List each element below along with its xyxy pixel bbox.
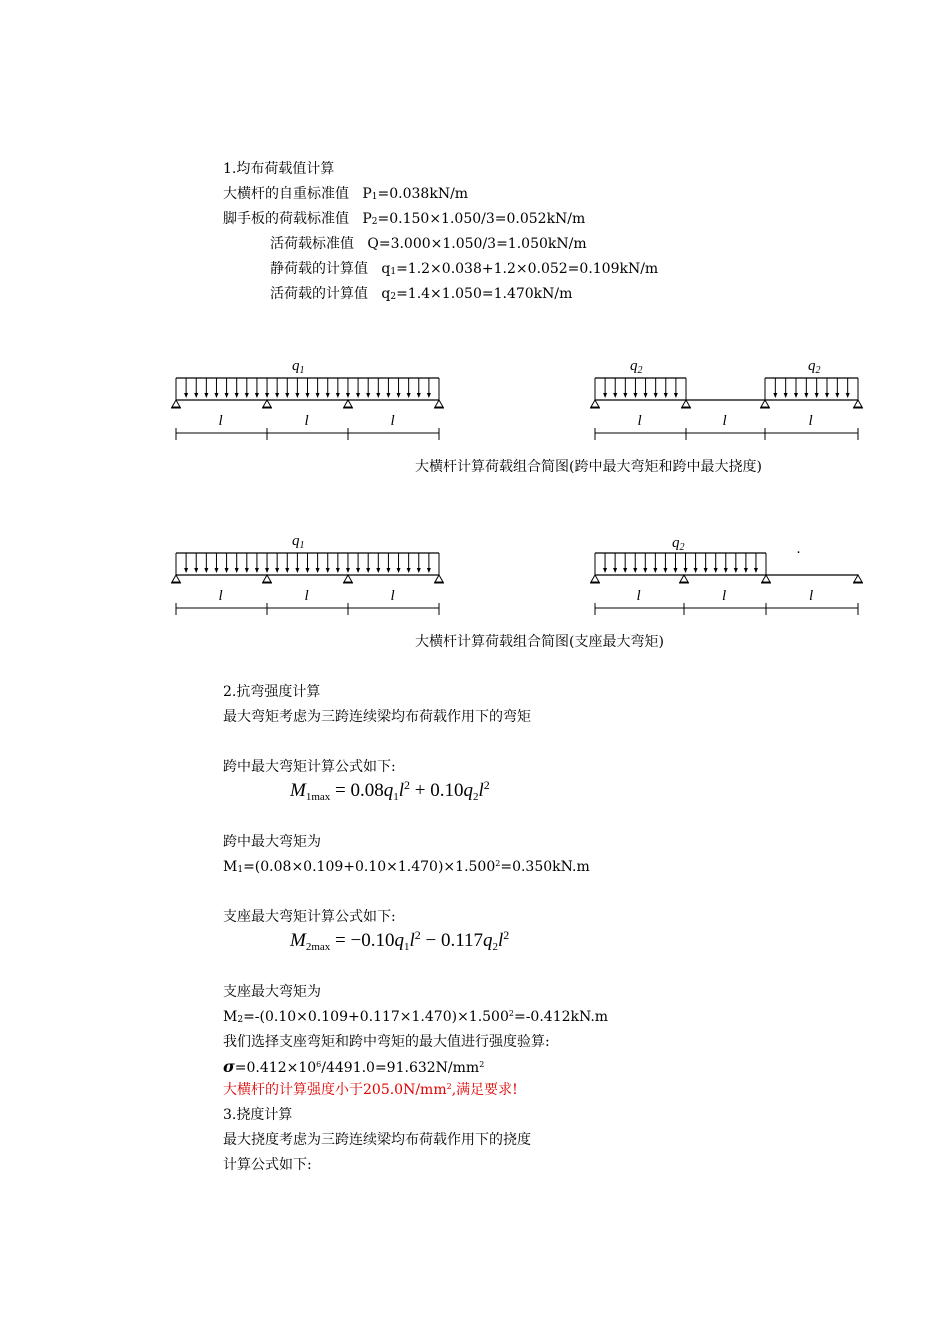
load-arrow-head [663, 568, 667, 573]
span-label: l [809, 588, 814, 604]
load-arrow-head [285, 568, 289, 573]
diagram-caption-2: 大横杆计算荷载组合简图(支座最大弯矩) [415, 634, 664, 650]
support-triangle [682, 400, 690, 407]
load-arrow-head [356, 568, 360, 573]
support-triangle [762, 575, 770, 582]
load-arrow-head [623, 568, 627, 573]
support-triangle [344, 400, 352, 407]
section3-formula-title: 计算公式如下: [223, 1157, 312, 1173]
load-arrow-head [846, 393, 850, 398]
load-arrow-head [835, 393, 839, 398]
m2-result: $M_2=-(0.10\times 0.109+0.117\times 1.470)\times 1.500^2=-0.412kN.m$ [223, 1009, 609, 1025]
p2-label: 脚手板的荷载标准值 [223, 211, 349, 227]
span-label: l [390, 588, 395, 604]
load-arrow-head [386, 568, 390, 573]
formula-m1max: $M_{1max} = 0.08q_1l^2 + 0.10q_2l^2$ [290, 778, 490, 803]
span-label: l [808, 413, 813, 429]
load-arrow-head [613, 568, 617, 573]
load-arrow-head [386, 393, 390, 398]
p1-expr: 0.038kN/m [389, 186, 469, 202]
support-triangle [435, 400, 443, 407]
mid-result-title: 跨中最大弯矩为 [223, 834, 321, 850]
load-arrow-head [295, 568, 299, 573]
load-arrow-head [265, 568, 269, 573]
beam-diagram-mid-q2 [580, 350, 880, 445]
support-triangle [263, 400, 271, 407]
load-arrow-head [734, 568, 738, 573]
span-label: l [637, 413, 642, 429]
q2-expr: 1.4×1.050=1.470kN/m [407, 286, 573, 302]
span-label: l [722, 588, 727, 604]
span-label: l [636, 588, 641, 604]
load-arrow-head [623, 393, 627, 398]
q1-line: 静荷载的计算值 $q_1=1.2\times 0.038+1.2\times 0.052=0.109kN/m$ [270, 261, 659, 277]
mid-formula-title: 跨中最大弯矩计算公式如下: [223, 759, 396, 775]
load-arrow-head [295, 393, 299, 398]
beam-diagram-support-q2 [580, 525, 880, 620]
load-arrow-head [316, 568, 320, 573]
load-arrow-head [633, 568, 637, 573]
load-arrow-head [275, 393, 279, 398]
load-arrow-head [235, 393, 239, 398]
load-arrow-head [603, 568, 607, 573]
support-triangle [435, 575, 443, 582]
q1-expr: 1.2×0.038+1.2×0.052=0.109kN/m [407, 261, 659, 277]
load-arrow-head [306, 393, 310, 398]
load-label: $q_2$ [672, 535, 685, 553]
p2-line: 脚手板的荷载标准值 $P_2=0.150\times 1.050/3=0.052kN/m$ [223, 211, 586, 227]
load-arrow-head [265, 393, 269, 398]
load-arrow-head [194, 568, 198, 573]
load-arrow-head [184, 393, 188, 398]
sup-result-title: 支座最大弯矩为 [223, 984, 321, 1000]
load-arrow-head [427, 568, 431, 573]
load-arrow-head [427, 393, 431, 398]
load-arrow-head [644, 393, 648, 398]
load-arrow-head [326, 568, 330, 573]
support-triangle [854, 400, 862, 407]
section3-heading: 3.挠度计算 [223, 1107, 293, 1123]
diagram-caption-1: 大横杆计算荷载组合简图(跨中最大弯矩和跨中最大挠度) [415, 459, 762, 475]
p1-line: 大横杆的自重标准值 $P_1=0.038kN/m$ [223, 186, 469, 202]
support-triangle [854, 575, 862, 582]
load-arrow-head [724, 568, 728, 573]
load-arrow-head [603, 393, 607, 398]
q1-label: 静荷载的计算值 [270, 261, 368, 277]
span-label: l [218, 588, 223, 604]
load-label: $q_2$ [808, 358, 821, 376]
load-arrow-head [275, 568, 279, 573]
load-arrow-head [285, 393, 289, 398]
load-arrow-head [346, 393, 350, 398]
load-arrow-head [326, 393, 330, 398]
load-arrow-head [825, 393, 829, 398]
load-arrow-head [214, 568, 218, 573]
load-arrow-head [366, 393, 370, 398]
load-arrow-head [225, 568, 229, 573]
load-arrow-head [804, 393, 808, 398]
q-label: 活荷载标准值 [270, 236, 354, 252]
load-arrow-head [815, 393, 819, 398]
load-arrow-head [306, 568, 310, 573]
p1-label: 大横杆的自重标准值 [223, 186, 349, 202]
q2-line: 活荷载的计算值 $q_2=1.4\times 1.050=1.470kN/m$ [270, 286, 573, 302]
support-triangle [761, 400, 769, 407]
span-label: l [218, 413, 223, 429]
load-arrow-head [653, 568, 657, 573]
load-arrow-head [214, 393, 218, 398]
support-triangle [172, 400, 180, 407]
support-triangle [680, 575, 688, 582]
support-triangle [263, 575, 271, 582]
support-triangle [591, 400, 599, 407]
load-arrow-head [204, 568, 208, 573]
choose-text: 我们选择支座弯矩和跨中弯矩的最大值进行强度验算: [223, 1034, 550, 1050]
load-arrow-head [417, 568, 421, 573]
load-arrow-head [784, 393, 788, 398]
load-arrow-head [694, 568, 698, 573]
load-arrow-head [654, 393, 658, 398]
sigma-result: $\sigma=0.412\times 10^6/4491.0=91.632N/mm^2$ [223, 1057, 485, 1076]
q-line [270, 235, 587, 253]
support-triangle [591, 575, 599, 582]
load-arrow-head [704, 568, 708, 573]
load-arrow-head [204, 393, 208, 398]
m1-result: $M_1=(0.08\times 0.109+0.10\times 1.470)\times 1.500^2=0.350kN.m$ [223, 859, 590, 875]
load-arrow-head [194, 393, 198, 398]
load-arrow-head [674, 393, 678, 398]
support-triangle [172, 575, 180, 582]
load-label: $q_1$ [292, 533, 305, 551]
span-label: l [390, 413, 395, 429]
load-arrow-head [366, 568, 370, 573]
load-arrow-head [397, 393, 401, 398]
sup-formula-title: 支座最大弯矩计算公式如下: [223, 909, 396, 925]
load-arrow-head [754, 568, 758, 573]
load-arrow-head [417, 393, 421, 398]
load-arrow-head [613, 393, 617, 398]
q2-label: 活荷载的计算值 [270, 286, 368, 302]
load-arrow-head [376, 568, 380, 573]
strength-conclusion: 大横杆的计算强度小于$205.0N/mm^2$,满足要求! [223, 1082, 518, 1098]
load-arrow-head [673, 568, 677, 573]
load-arrow-head [407, 393, 411, 398]
load-arrow-head [633, 393, 637, 398]
load-arrow-head [255, 393, 259, 398]
load-arrow-head [356, 393, 360, 398]
section3-intro: 最大挠度考虑为三跨连续梁均布荷载作用下的挠度 [223, 1132, 531, 1148]
load-arrow-head [407, 568, 411, 573]
load-arrow-head [316, 393, 320, 398]
load-label: $q_1$ [292, 358, 305, 376]
load-arrow-head [255, 568, 259, 573]
span-label: l [304, 588, 309, 604]
load-arrow-head [346, 568, 350, 573]
load-arrow-head [714, 568, 718, 573]
load-arrow-head [794, 393, 798, 398]
beam-diagram-support-q1 [160, 525, 460, 620]
load-arrow-head [773, 393, 777, 398]
support-triangle [344, 575, 352, 582]
load-arrow-head [235, 568, 239, 573]
load-arrow-head [245, 393, 249, 398]
sigma-symbol: σ [223, 1057, 235, 1076]
section2-heading: 2.抗弯强度计算 [223, 684, 321, 700]
stray-dot: . [797, 541, 801, 557]
beam-diagram-mid-q1 [160, 350, 460, 445]
load-arrow-head [376, 393, 380, 398]
p2-expr: 0.150×1.050/3=0.052kN/m [389, 211, 586, 227]
q-expr: Q=3.000×1.050/3=1.050kN/m [367, 236, 587, 252]
load-arrow-head [643, 568, 647, 573]
section1-heading: 1.均布荷载值计算 [223, 161, 335, 177]
load-arrow-head [225, 393, 229, 398]
formula-m2max: $M_{2max} = -0.10q_1l^2 - 0.117q_2l^2$ [290, 928, 510, 953]
span-label: l [722, 413, 727, 429]
load-arrow-head [744, 568, 748, 573]
span-label: l [304, 413, 309, 429]
load-label: $q_2$ [630, 358, 643, 376]
load-arrow-head [336, 393, 340, 398]
load-arrow-head [336, 568, 340, 573]
load-arrow-head [684, 568, 688, 573]
load-arrow-head [664, 393, 668, 398]
load-arrow-head [245, 568, 249, 573]
section2-intro: 最大弯矩考虑为三跨连续梁均布荷载作用下的弯矩 [223, 709, 531, 725]
load-arrow-head [397, 568, 401, 573]
load-arrow-head [184, 568, 188, 573]
